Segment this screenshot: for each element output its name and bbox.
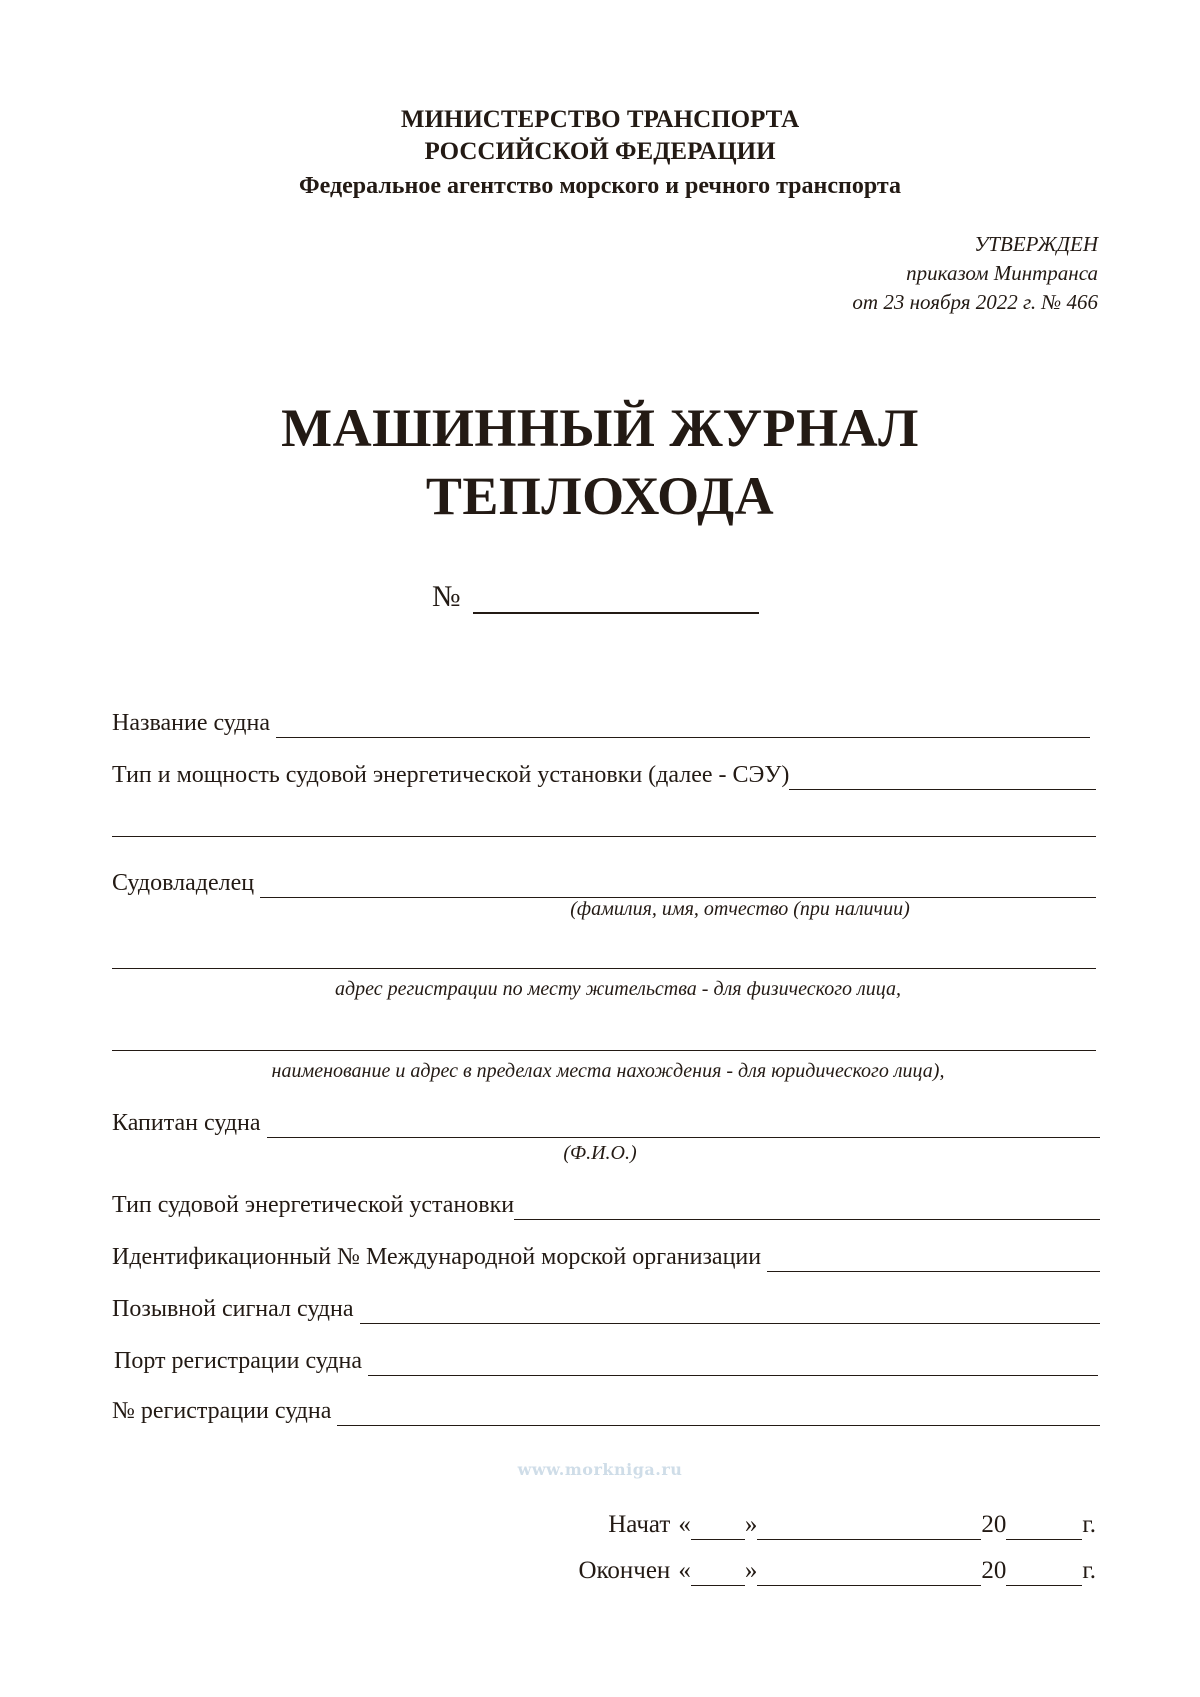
vessel-name-blank[interactable] <box>276 713 1090 738</box>
owner-row <box>112 868 1096 898</box>
close-quote: » <box>744 1557 758 1584</box>
watermark: www.morkniga.ru <box>517 1460 683 1479</box>
port-of-registry-row <box>114 1346 1098 1376</box>
registration-number-label: № регистрации судна <box>112 1398 332 1424</box>
started-year-blank[interactable] <box>1006 1515 1082 1540</box>
captain-row <box>112 1108 1100 1138</box>
finished-date-row <box>578 1556 1096 1586</box>
power-plant-continuation-row <box>112 812 1096 837</box>
registration-number-row <box>112 1396 1100 1426</box>
journal-number-blank[interactable] <box>473 584 759 614</box>
approval-block <box>852 230 1098 317</box>
port-of-registry-blank[interactable] <box>368 1351 1098 1376</box>
year-suffix: г. <box>1082 1511 1096 1538</box>
open-quote: « <box>678 1557 691 1584</box>
document-title-line-2: ТЕПЛОХОДА <box>425 466 775 526</box>
ministry-name-line-2: РОССИЙСКОЙ ФЕДЕРАЦИИ <box>424 138 776 165</box>
imo-number-label: Идентификационный № Международной морской организации <box>112 1244 762 1270</box>
century-prefix: 20 <box>981 1557 1007 1584</box>
open-quote: « <box>678 1511 691 1538</box>
power-plant-type-row <box>112 1190 1100 1220</box>
owner-label: Судовладелец <box>112 870 255 896</box>
call-sign-row <box>112 1294 1100 1324</box>
address-hint-legal: наименование и адрес в пределах места нахождения - для юридического лица), <box>271 1060 945 1082</box>
vessel-name-label: Название судна <box>112 710 271 736</box>
power-plant-type-blank[interactable] <box>514 1195 1100 1220</box>
owner-hint: (фамилия, имя, отчество (при наличии) <box>570 898 910 920</box>
year-suffix: г. <box>1082 1557 1096 1584</box>
owner-address-blank-2[interactable] <box>112 1026 1096 1051</box>
agency-name: Федеральное агентство морского и речного транспорта <box>299 173 901 199</box>
power-plant-type-power-label: Тип и мощность судовой энергетической установки (далее - СЭУ) <box>112 762 790 788</box>
started-month-blank[interactable] <box>757 1515 981 1540</box>
registration-number-blank[interactable] <box>337 1401 1100 1426</box>
number-sign: № <box>432 580 461 613</box>
started-date-row <box>608 1510 1096 1540</box>
power-plant-type-power-row <box>112 760 1096 790</box>
finished-month-blank[interactable] <box>757 1561 981 1586</box>
finished-year-blank[interactable] <box>1006 1561 1082 1586</box>
approval-line-2: приказом Минтранса <box>906 261 1098 285</box>
captain-label: Капитан судна <box>112 1110 261 1136</box>
finished-label: Окончен <box>578 1557 671 1584</box>
century-prefix: 20 <box>981 1511 1007 1538</box>
ministry-name-line-1: МИНИСТЕРСТВО ТРАНСПОРТА <box>400 106 800 133</box>
power-plant-type-power-blank[interactable] <box>789 765 1096 790</box>
port-of-registry-label: Порт регистрации судна <box>114 1348 362 1374</box>
address-hint-individual: адрес регистрации по месту жительства - для физического лица, <box>335 978 901 1000</box>
call-sign-blank[interactable] <box>360 1299 1100 1324</box>
owner-address-row-2 <box>112 1026 1096 1051</box>
approval-line-1: УТВЕРЖДЕН <box>974 232 1098 256</box>
imo-number-row <box>112 1242 1100 1272</box>
journal-number-field[interactable] <box>432 580 759 614</box>
finished-day-blank[interactable] <box>691 1561 745 1586</box>
started-label: Начат <box>608 1511 671 1538</box>
power-plant-continuation-blank[interactable] <box>112 812 1096 837</box>
approval-line-3: от 23 ноября 2022 г. № 466 <box>852 290 1098 314</box>
owner-address-blank-1[interactable] <box>112 944 1096 969</box>
owner-blank[interactable] <box>260 873 1096 898</box>
captain-blank[interactable] <box>267 1113 1100 1138</box>
document-title-line-1: МАШИННЫЙ ЖУРНАЛ <box>281 398 919 458</box>
owner-address-row-1 <box>112 944 1096 969</box>
imo-number-blank[interactable] <box>767 1247 1100 1272</box>
vessel-name-row <box>112 708 1096 738</box>
power-plant-type-label: Тип судовой энергетической установки <box>112 1192 515 1218</box>
call-sign-label: Позывной сигнал судна <box>112 1296 354 1322</box>
close-quote: » <box>744 1511 758 1538</box>
started-day-blank[interactable] <box>691 1515 745 1540</box>
captain-hint: (Ф.И.О.) <box>563 1142 637 1164</box>
